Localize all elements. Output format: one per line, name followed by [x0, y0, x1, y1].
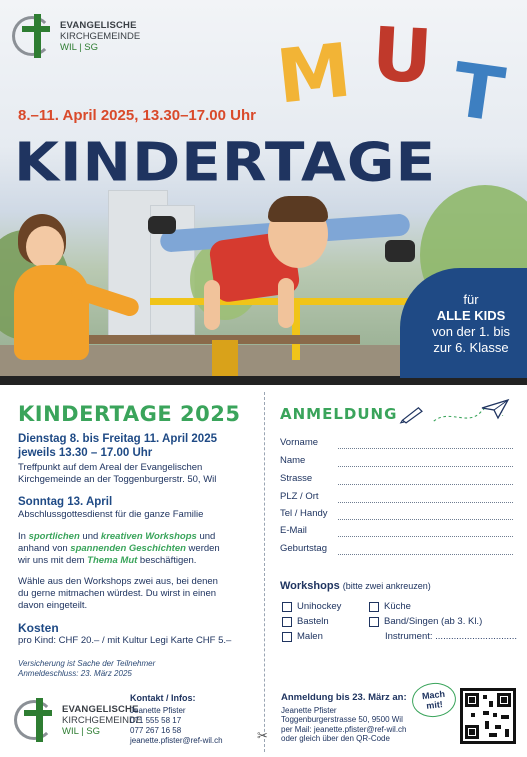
org-name-line2: KIRCHGEMEINDE: [60, 30, 141, 42]
contact-heading: Kontakt / Infos:: [130, 693, 196, 703]
mut-letter-u: U: [369, 11, 435, 101]
description: In sportlichen und kreativen Workshops und anhand von spannenden Geschichten werden wir uns mit dem Thema Mut beschäftigen.: [18, 531, 220, 566]
org-name-line3: WIL | SG: [62, 725, 101, 737]
form-title: ANMELDUNG: [280, 405, 398, 423]
boy-hair: [268, 196, 328, 222]
scissors-icon: ✂: [257, 728, 268, 743]
boy-arm: [278, 278, 294, 328]
choose-text: du gerne mitmachen würdest. Du wirst in einen: [18, 588, 217, 599]
send-address: Toggenburgerstrasse 50, 9500 Wil: [281, 715, 403, 724]
checkbox-unihockey[interactable]: Unihockey: [282, 601, 341, 612]
info-section: [18, 402, 258, 679]
send-heading: Anmeldung bis 23. März an:: [281, 692, 407, 703]
boy-shoe: [385, 240, 415, 262]
meeting-point-line: Kirchgemeinde an der Toggenburgerstr. 50, Wil: [18, 474, 217, 485]
registration-form: [280, 402, 520, 642]
contact-info: [130, 693, 258, 746]
audience-badge: [400, 268, 527, 378]
qr-code[interactable]: [460, 688, 516, 744]
field-tel[interactable]: Tel / Handy: [280, 508, 513, 522]
field-strasse[interactable]: Strasse: [280, 473, 513, 487]
badge-line1: für: [463, 292, 479, 307]
cut-line: [264, 392, 265, 752]
paper-plane-icon: [480, 398, 510, 420]
field-plz-ort[interactable]: PLZ / Ort: [280, 491, 513, 505]
church-logo-icon: [12, 14, 56, 58]
choose-text: Wähle aus den Workshops zwei aus, bei denen: [18, 576, 218, 587]
field-name[interactable]: Name: [280, 455, 513, 469]
boy-shoe: [148, 216, 176, 234]
page-title: KINDERTAGE: [14, 130, 437, 194]
church-logo: [12, 14, 140, 58]
sunday-heading: Sonntag 13. April: [18, 496, 113, 508]
choose-text: davon eingeteilt.: [18, 600, 88, 611]
org-name-line2: KIRCHGEMEINDE: [62, 714, 143, 726]
org-name-line1: EVANGELISCHE: [62, 703, 139, 715]
field-geburtstag[interactable]: Geburtstag: [280, 543, 513, 557]
badge-line2: ALLE KIDS: [436, 308, 506, 323]
contact-name: Jeanette Pfister: [130, 706, 186, 715]
times-heading: jeweils 13.30 – 17.00 Uhr: [18, 447, 153, 459]
event-date-time: 8.–11. April 2025, 13.30–17.00 Uhr: [18, 107, 256, 124]
girl-face: [26, 226, 64, 268]
checkbox-malen[interactable]: Malen: [282, 631, 323, 642]
checkbox-kueche[interactable]: Küche: [369, 601, 411, 612]
send-qr-note: oder gleich über den QR-Code: [281, 734, 390, 743]
field-vorname[interactable]: Vorname: [280, 437, 513, 451]
mach-mit-bubble: Mach mit!: [410, 681, 457, 719]
deadline-note: Anmeldeschluss: 23. März 2025: [18, 669, 132, 678]
send-name: Jeanette Pfister: [281, 705, 337, 715]
info-title: KINDERTAGE 2025: [18, 402, 241, 426]
checkbox-band-singen[interactable]: Band/Singen (ab 3. Kl.): [369, 616, 482, 627]
church-logo-icon: [14, 698, 58, 742]
mut-letter-t: T: [447, 46, 510, 140]
badge-line4: zur 6. Klasse: [433, 340, 509, 355]
org-name-line3: WIL | SG: [60, 41, 99, 53]
checkbox-basteln[interactable]: Basteln: [282, 616, 329, 627]
meeting-point-line: Treffpunkt auf dem Areal der Evangelischen: [18, 462, 203, 473]
church-logo-footer: [14, 698, 142, 742]
workshops-heading: Workshops (bitte zwei ankreuzen): [280, 580, 431, 592]
org-name-line1: EVANGELISCHE: [60, 19, 137, 31]
field-instrument[interactable]: Instrument: ...............................: [385, 631, 517, 642]
girl-body: [14, 265, 89, 360]
insurance-note: Versicherung ist Sache der Teilnehmer: [18, 659, 156, 668]
mut-letter-m: M: [272, 27, 355, 121]
badge-line3: von der 1. bis: [431, 324, 511, 339]
costs-heading: Kosten: [18, 621, 59, 635]
field-email[interactable]: E-Mail: [280, 525, 513, 539]
costs-text: pro Kind: CHF 20.– / mit Kultur Legi Karte CHF 5.–: [18, 635, 232, 646]
send-email[interactable]: per Mail: jeanette.pfister@ref-wil.ch: [281, 724, 407, 734]
boy-arm: [204, 280, 220, 330]
dates-heading: Dienstag 8. bis Freitag 11. April 2025: [18, 433, 217, 445]
sunday-text: Abschlussgottesdienst für die ganze Familie: [18, 509, 204, 520]
contact-phone: 071 555 58 17: [130, 716, 182, 725]
contact-phone: 077 267 16 58: [130, 726, 182, 735]
pencil-icon: [399, 404, 427, 424]
contact-email[interactable]: jeanette.pfister@ref-wil.ch: [130, 736, 223, 745]
seesaw-post: [212, 340, 238, 376]
